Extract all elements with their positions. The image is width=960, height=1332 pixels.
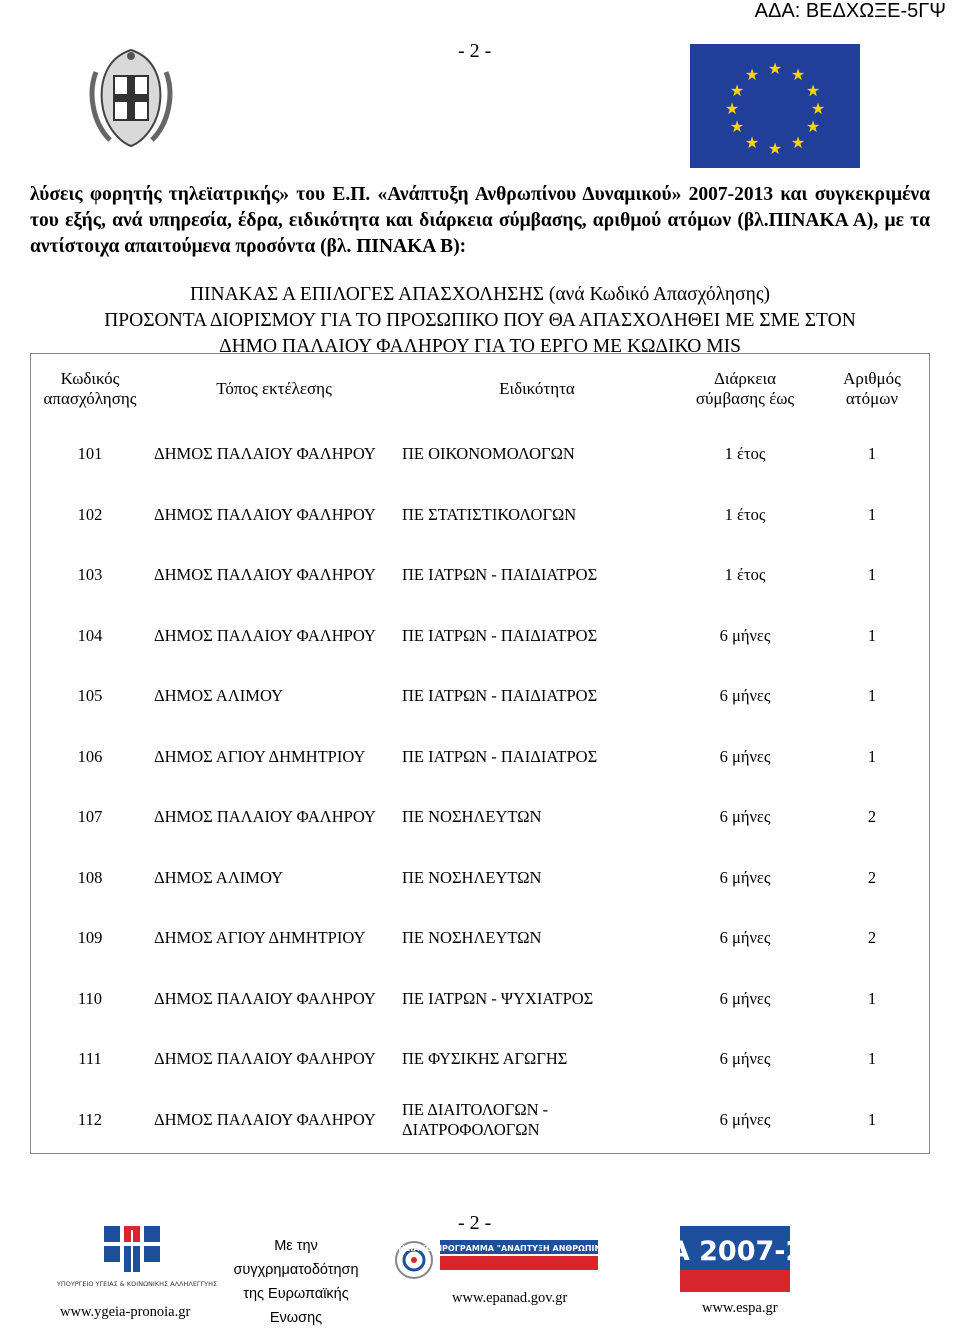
- page-number-bottom: - 2 -: [458, 1212, 492, 1234]
- cell-code: 111: [78, 1049, 102, 1069]
- cell-duration: 1 έτος: [724, 504, 766, 524]
- cell-duration: 6 μήνες: [719, 746, 771, 766]
- svg-text:★: ★: [744, 65, 760, 84]
- header-persons: Αριθμός ατόμων: [843, 369, 901, 408]
- cell-place: ΔΗΜΟΣ ΑΛΙΜΟΥ: [154, 686, 283, 706]
- ministry-url[interactable]: www.ygeia-pronoia.gr: [60, 1304, 191, 1320]
- eu-stars-icon: [690, 44, 860, 168]
- table-row: [30, 1029, 930, 1090]
- table-row: [30, 727, 930, 788]
- cell-persons: 1: [867, 444, 877, 464]
- cell-specialty: ΠΕ ΔΙΑΙΤΟΛΟΓΩΝ - ΔΙΑΤΡΟΦΟΛΟΓΩΝ: [402, 1099, 549, 1139]
- cofinance-text: Με την συγχρηματοδότηση της Ευρωπαϊκής Ενωσης: [233, 1238, 359, 1326]
- table-row: [30, 848, 930, 909]
- cell-code: 112: [77, 1109, 103, 1129]
- cell-place: ΔΗΜΟΣ ΠΑΛΑΙΟΥ ΦΑΛΗΡΟΥ: [154, 565, 376, 585]
- cell-code: 106: [77, 746, 103, 766]
- cell-code: 102: [77, 504, 103, 524]
- ministry-logo-text: ΥΠΟΥΡΓΕΙΟ ΥΓΕΙΑΣ & ΚΟΙΝΩΝΙΚΗΣ ΑΛΛΗΛΕΓΓΥΗΣ: [56, 1280, 218, 1288]
- svg-text:★: ★: [729, 117, 745, 136]
- table-header-row: [30, 354, 930, 424]
- cell-persons: 2: [867, 807, 877, 827]
- table-row: [30, 424, 930, 485]
- svg-text:★: ★: [810, 99, 826, 118]
- table-row: [30, 908, 930, 969]
- header-duration: Διάρκεια σύμβασης έως: [695, 369, 795, 408]
- cell-persons: 1: [867, 625, 877, 645]
- greek-emblem-icon: [86, 42, 176, 152]
- cell-place: ΔΗΜΟΣ ΠΑΛΑΙΟΥ ΦΑΛΗΡΟΥ: [154, 807, 376, 827]
- svg-text:★: ★: [790, 65, 806, 84]
- epanad-logo-icon: [362, 1232, 676, 1292]
- cell-place: ΔΗΜΟΣ ΠΑΛΑΙΟΥ ΦΑΛΗΡΟΥ: [154, 1049, 376, 1069]
- cell-duration: 6 μήνες: [719, 867, 771, 887]
- cell-place: ΔΗΜΟΣ ΑΓΙΟΥ ΔΗΜΗΤΡΙΟΥ: [154, 746, 366, 766]
- header-code: Κωδικός απασχόλησης: [43, 369, 137, 408]
- cell-persons: 1: [867, 988, 877, 1008]
- cell-code: 110: [77, 988, 103, 1008]
- cell-specialty: ΠΕ ΙΑΤΡΩΝ - ΠΑΙΔΙΑΤΡΟΣ: [402, 746, 598, 766]
- table-row: [30, 1090, 930, 1151]
- intro-text: λύσεις φορητής τηλεϊατρικής» του Ε.Π. «Ανάπτυξη Ανθρωπίνου Δυναμικού» 2007-2013 και συγκεκριμένα του εξής, ανά υπηρεσία, έδρα, ειδικότητα και διάρκεια σύμβασης, αριθμού ατόμων (βλ.ΠΙΝΑΚΑ Α), με τα αντίστοιχα απαιτούμενα προσόντα (βλ. ΠΙΝΑΚΑ Β):: [30, 184, 930, 257]
- cell-place: ΔΗΜΟΣ ΑΓΙΟΥ ΔΗΜΗΤΡΙΟΥ: [154, 928, 366, 948]
- cell-specialty: ΠΕ ΟΙΚΟΝΟΜΟΛΟΓΩΝ: [402, 444, 575, 464]
- cell-place: ΔΗΜΟΣ ΠΑΛΑΙΟΥ ΦΑΛΗΡΟΥ: [154, 444, 376, 464]
- table-title-line3: ΔΗΜΟ ΠΑΛΑΙΟΥ ΦΑΛΗΡΟΥ ΓΙΑ ΤΟ ΕΡΓΟ ΜΕ ΚΩΔΙΚΟ MIS: [219, 336, 741, 357]
- svg-text:★: ★: [805, 117, 821, 136]
- cell-specialty: ΠΕ ΙΑΤΡΩΝ - ΠΑΙΔΙΑΤΡΟΣ: [402, 565, 598, 585]
- cell-duration: 6 μήνες: [719, 1049, 771, 1069]
- intro-paragraph: [30, 182, 930, 260]
- cell-specialty: ΠΕ ΙΑΤΡΩΝ - ΠΑΙΔΙΑΤΡΟΣ: [402, 625, 598, 645]
- table-row: [30, 969, 930, 1030]
- cell-persons: 1: [867, 565, 877, 585]
- header-place: Τόπος εκτέλεσης: [216, 379, 332, 398]
- epanad-url[interactable]: www.epanad.gov.gr: [452, 1290, 568, 1306]
- positions-table: [30, 354, 930, 1150]
- cell-duration: 1 έτος: [724, 565, 766, 585]
- cell-specialty: ΠΕ ΝΟΣΗΛΕΥΤΩΝ: [402, 807, 542, 827]
- espa-logo-icon: [609, 1226, 861, 1298]
- cell-specialty: ΠΕ ΙΑΤΡΩΝ - ΨΥΧΙΑΤΡΟΣ: [402, 988, 594, 1008]
- cell-duration: 1 έτος: [724, 444, 766, 464]
- svg-text:★: ★: [767, 59, 783, 78]
- cell-duration: 6 μήνες: [719, 1109, 771, 1129]
- cell-specialty: ΠΕ ΦΥΣΙΚΗΣ ΑΓΩΓΗΣ: [402, 1049, 568, 1069]
- cell-specialty: ΠΕ ΙΑΤΡΩΝ - ΠΑΙΔΙΑΤΡΟΣ: [402, 686, 598, 706]
- espa-url[interactable]: www.espa.gr: [702, 1300, 778, 1316]
- cell-code: 108: [77, 867, 103, 887]
- table-row: [30, 787, 930, 848]
- svg-text:★: ★: [767, 139, 783, 158]
- svg-text:★: ★: [729, 81, 745, 100]
- eu-flag-icon: [690, 44, 860, 168]
- cell-duration: 6 μήνες: [719, 686, 771, 706]
- cell-persons: 1: [867, 746, 877, 766]
- svg-text:★: ★: [724, 99, 740, 118]
- cell-specialty: ΠΕ ΝΟΣΗΛΕΥΤΩΝ: [402, 928, 542, 948]
- cell-duration: 6 μήνες: [719, 625, 771, 645]
- table-title-line2: ΠΡΟΣΟΝΤΑ ΔΙΟΡΙΣΜΟΥ ΓΙΑ ΤΟ ΠΡΟΣΩΠΙΚΟ ΠΟΥ ΘΑ ΑΠΑΣΧΟΛΗΘΕΙ ΜΕ ΣΜΕ ΣΤΟΝ: [104, 310, 856, 331]
- cell-place: ΔΗΜΟΣ ΠΑΛΑΙΟΥ ΦΑΛΗΡΟΥ: [154, 625, 376, 645]
- ada-code: ΑΔΑ: ΒΕΔΧΩΞΕ-5ΓΨ: [754, 0, 946, 22]
- cell-persons: 1: [867, 686, 877, 706]
- cell-specialty: ΠΕ ΝΟΣΗΛΕΥΤΩΝ: [402, 867, 542, 887]
- cell-place: ΔΗΜΟΣ ΠΑΛΑΙΟΥ ΦΑΛΗΡΟΥ: [154, 988, 376, 1008]
- cell-persons: 1: [867, 1049, 877, 1069]
- ministry-health-logo-icon: [56, 1222, 218, 1300]
- cell-duration: 6 μήνες: [719, 807, 771, 827]
- cell-specialty: ΠΕ ΣΤΑΤΙΣΤΙΚΟΛΟΓΩΝ: [402, 504, 577, 524]
- page-number-top: - 2 -: [458, 40, 492, 62]
- epanad-logo-text: ΕΠΙΧΕΙΡΗΣΙΑΚΟ ΠΡΟΓΡΑΜΜΑ "ΑΝΑΠΤΥΞΗ ΑΝΘΡΩΠΙΝΟΥ ΔΥΝΑΜΙΚΟΥ": [362, 1244, 676, 1253]
- svg-text:★: ★: [744, 133, 760, 152]
- cell-code: 104: [77, 625, 103, 645]
- header-specialty: Ειδικότητα: [499, 379, 575, 398]
- table-row: [30, 485, 930, 546]
- table-row: [30, 545, 930, 606]
- cell-code: 105: [77, 686, 103, 706]
- cell-code: 101: [77, 444, 103, 464]
- svg-text:★: ★: [805, 81, 821, 100]
- cell-place: ΔΗΜΟΣ ΠΑΛΑΙΟΥ ΦΑΛΗΡΟΥ: [154, 504, 376, 524]
- cell-duration: 6 μήνες: [719, 928, 771, 948]
- svg-text:★: ★: [790, 133, 806, 152]
- cell-persons: 1: [867, 504, 877, 524]
- cell-place: ΔΗΜΟΣ ΠΑΛΑΙΟΥ ΦΑΛΗΡΟΥ: [154, 1109, 376, 1129]
- cell-persons: 2: [867, 867, 877, 887]
- table-row: [30, 666, 930, 727]
- table-title-line1: ΠΙΝΑΚΑΣ Α ΕΠΙΛΟΓΕΣ ΑΠΑΣΧΟΛΗΣΗΣ (ανά Κωδικό Απασχόλησης): [189, 284, 771, 305]
- table-row: [30, 606, 930, 667]
- cell-persons: 2: [867, 928, 877, 948]
- cell-code: 107: [77, 807, 103, 827]
- cell-place: ΔΗΜΟΣ ΑΛΙΜΟΥ: [154, 867, 283, 887]
- cell-duration: 6 μήνες: [719, 988, 771, 1008]
- espa-logo-text: ΕΣΠΑ 2007-2013: [609, 1236, 861, 1267]
- cell-code: 109: [77, 928, 103, 948]
- cell-persons: 1: [867, 1109, 877, 1129]
- cell-code: 103: [77, 565, 103, 585]
